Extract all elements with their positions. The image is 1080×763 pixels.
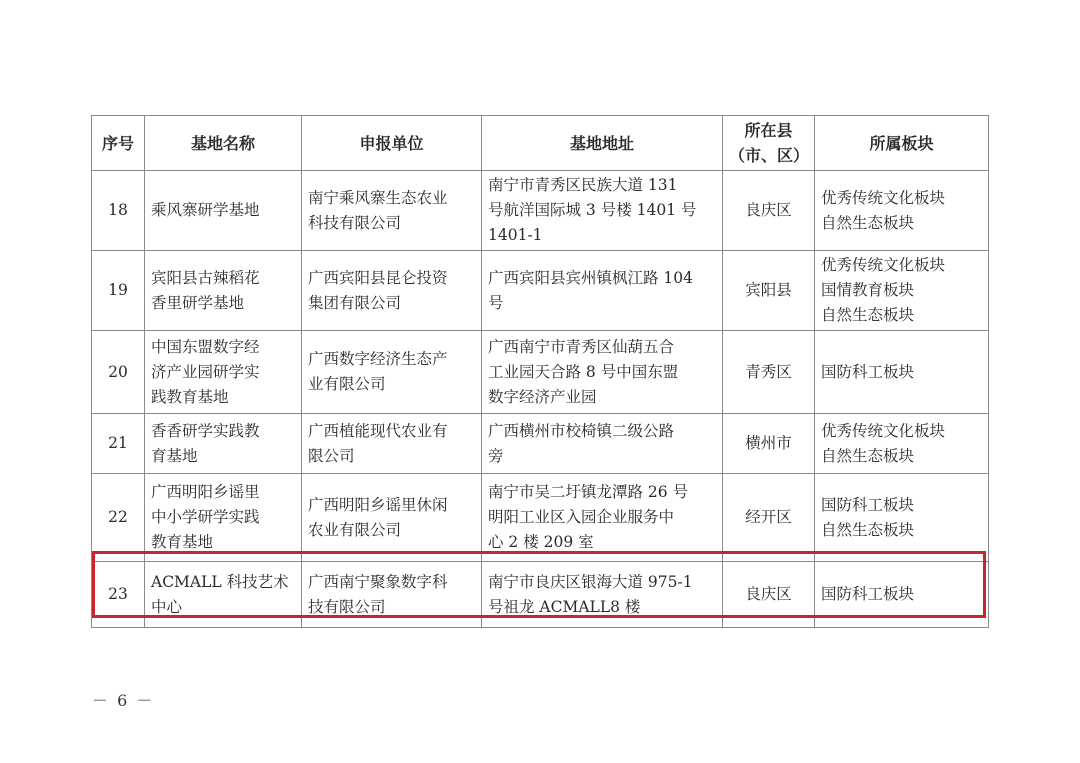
row-address-line: 南宁市良庆区银海大道 975-1: [488, 572, 693, 591]
row-unit: [302, 562, 482, 628]
table-row: [92, 331, 989, 414]
row-address: [482, 414, 723, 474]
row-address-line: 旁: [488, 446, 504, 465]
header-address: 基地地址: [482, 116, 723, 171]
base-list-table: [91, 115, 989, 628]
header-county-line1: 所在县: [744, 121, 793, 140]
page-number: － 6 －: [92, 691, 155, 710]
row-county: 宾阳县: [723, 251, 815, 331]
header-unit: 申报单位: [302, 116, 482, 171]
row-seq: 23: [92, 562, 145, 628]
row-address-line: 工业园天合路 8 号中国东盟: [488, 362, 679, 381]
header-sector: 所属板块: [815, 116, 989, 171]
row-name-line: 香里研学基地: [151, 293, 245, 312]
row-name: [145, 251, 302, 331]
header-seq: 序号: [92, 116, 145, 171]
row-unit-line: 广西南宁聚象数字科: [308, 572, 448, 591]
row-sector-line: 国情教育板块: [821, 281, 915, 299]
row-seq: 20: [92, 331, 145, 414]
row-name-line: 香香研学实践教: [151, 421, 260, 440]
row-name-line: 育基地: [151, 446, 198, 465]
row-address: [482, 331, 723, 414]
row-sector-line: 优秀传统文化板块: [821, 188, 946, 207]
row-address-line: 广西南宁市青秀区仙葫五合: [488, 337, 675, 356]
row-name-line: 广西明阳乡谣里: [151, 483, 260, 501]
row-seq: 21: [92, 414, 145, 474]
row-sector-line: 优秀传统文化板块: [821, 421, 946, 440]
row-address-line: 号航洋国际城 3 号楼 1401 号: [488, 201, 697, 219]
row-unit-line: 广西植能现代农业有: [308, 421, 448, 440]
table-row: [92, 414, 989, 474]
row-unit-line: 科技有限公司: [308, 213, 402, 232]
row-county: 良庆区: [723, 562, 815, 628]
row-unit: [302, 414, 482, 474]
row-name-line: 中国东盟数字经: [151, 337, 260, 356]
row-county: 青秀区: [723, 331, 815, 414]
row-unit-line: 广西宾阳县昆仑投资: [308, 268, 448, 287]
row-unit-line: 农业有限公司: [308, 520, 402, 539]
row-address-line: 数字经济产业园: [488, 387, 597, 406]
row-name-line: 中小学研学实践: [151, 508, 260, 526]
row-unit-line: 业有限公司: [308, 375, 386, 393]
row-seq: 22: [92, 474, 145, 562]
row-address-line: 心 2 楼 209 室: [488, 533, 594, 551]
header-name: 基地名称: [145, 116, 302, 171]
row-address: [482, 562, 723, 628]
header-county-line2: （市、区）: [729, 146, 810, 165]
row-sector-line: 自然生态板块: [821, 306, 915, 324]
row-address-line: 南宁市青秀区民族大道 131: [488, 176, 678, 194]
row-name: [145, 414, 302, 474]
header-county: [723, 116, 815, 171]
row-sector: [815, 414, 989, 474]
table-row: [92, 171, 989, 251]
row-unit: [302, 251, 482, 331]
table-header-row: [92, 116, 989, 171]
row-unit-line: 广西明阳乡谣里休闲: [308, 495, 448, 514]
row-name: [145, 474, 302, 562]
row-sector-line: 国防科工板块: [821, 362, 915, 381]
table-row: [92, 474, 989, 562]
row-sector-line: 自然生态板块: [821, 213, 915, 232]
row-unit-line: 限公司: [308, 446, 355, 465]
row-sector: [815, 562, 989, 628]
row-name-line: 济产业园研学实: [151, 362, 260, 381]
row-address-line: 广西宾阳县宾州镇枫江路 104: [488, 268, 694, 287]
row-name: [145, 171, 302, 251]
row-sector: [815, 474, 989, 562]
table-row-highlighted: [92, 562, 989, 628]
row-unit: [302, 331, 482, 414]
row-unit-line: 集团有限公司: [308, 293, 402, 312]
row-name-line: 教育基地: [151, 533, 214, 551]
row-sector-line: 国防科工板块: [821, 495, 915, 514]
row-sector: [815, 251, 989, 331]
row-name-line: 乘风寨研学基地: [151, 201, 260, 219]
row-address: [482, 474, 723, 562]
row-address: [482, 251, 723, 331]
row-sector-line: 优秀传统文化板块: [821, 256, 946, 274]
row-sector-line: 自然生态板块: [821, 446, 915, 465]
row-sector: [815, 171, 989, 251]
row-unit: [302, 474, 482, 562]
row-address-line: 明阳工业区入园企业服务中: [488, 508, 675, 526]
row-name-line: 践教育基地: [151, 387, 229, 406]
row-address-line: 号祖龙 ACMALL8 楼: [488, 597, 641, 616]
table-row: [92, 251, 989, 331]
row-sector-line: 国防科工板块: [821, 585, 915, 603]
row-name: [145, 562, 302, 628]
row-seq: 19: [92, 251, 145, 331]
row-name-line: ACMALL 科技艺术: [151, 572, 289, 591]
row-county: 横州市: [723, 414, 815, 474]
row-address: [482, 171, 723, 251]
row-name-line: 中心: [151, 597, 183, 616]
row-unit-line: 技有限公司: [308, 597, 386, 616]
row-name: [145, 331, 302, 414]
row-name-line: 宾阳县古辣稻花: [151, 268, 260, 287]
row-address-line: 广西横州市校椅镇二级公路: [488, 421, 675, 440]
row-unit: [302, 171, 482, 251]
row-seq: 18: [92, 171, 145, 251]
row-address-line: 1401-1: [488, 226, 543, 244]
row-address-line: 号: [488, 293, 504, 312]
row-unit-line: 广西数字经济生态产: [308, 350, 448, 368]
row-sector: [815, 331, 989, 414]
row-county: 经开区: [723, 474, 815, 562]
row-sector-line: 自然生态板块: [821, 520, 915, 539]
row-address-line: 南宁市吴二圩镇龙潭路 26 号: [488, 483, 689, 501]
row-county: 良庆区: [723, 171, 815, 251]
row-unit-line: 南宁乘风寨生态农业: [308, 188, 448, 207]
